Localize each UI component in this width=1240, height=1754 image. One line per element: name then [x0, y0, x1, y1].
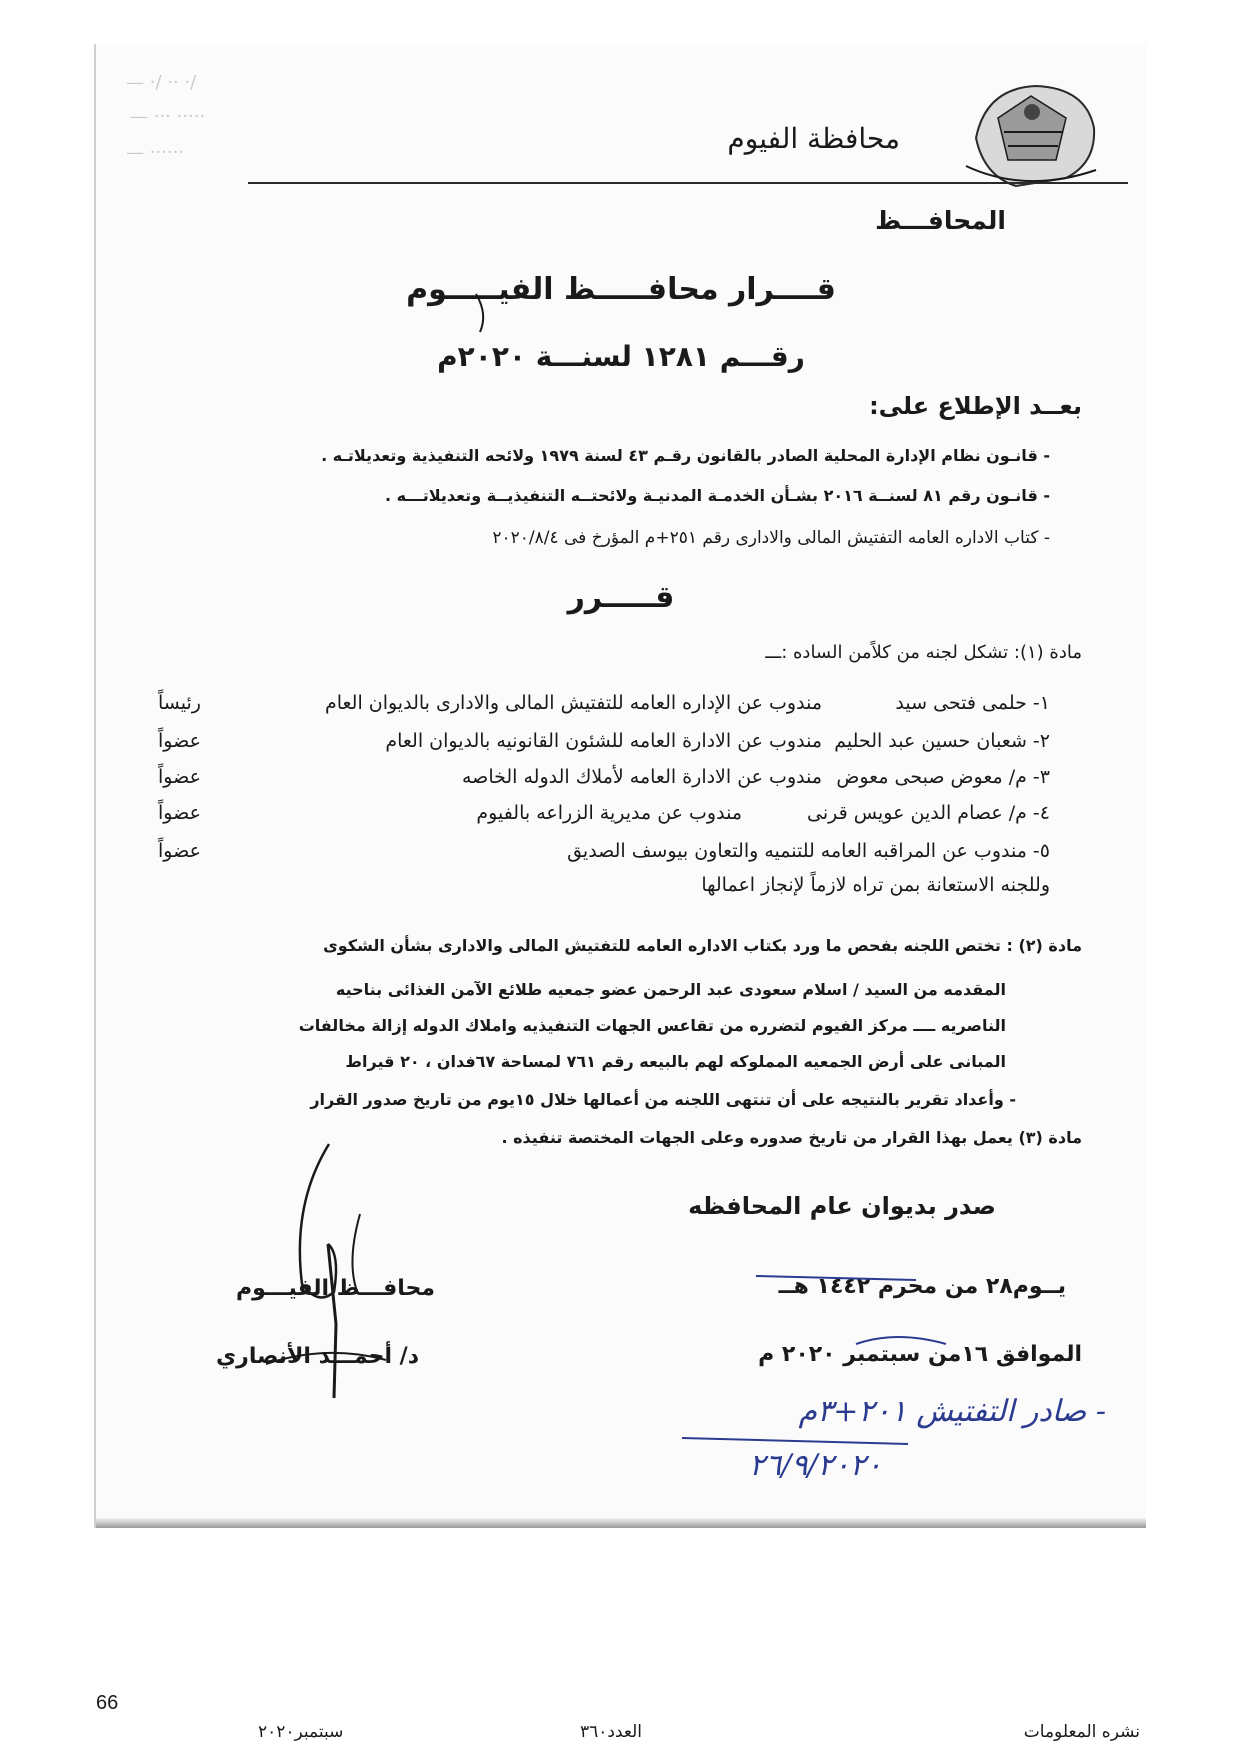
member-name: ٢- شعبان حسين عبد الحليم: [834, 730, 1050, 752]
header-divider: [248, 182, 1128, 184]
scanned-decree-page: [94, 44, 1146, 1528]
decision-number: رقـــم ١٢٨١ لسنـــة ٢٠٢٠م: [437, 340, 805, 373]
article-2-line: - وأعداد تقرير بالنتيجه على أن تنتهى اللجنه من أعمالها خلال ١٥يوم من تاريخ صدور القرار: [310, 1090, 1016, 1109]
handwritten-date: ٢٦/٩/٢٠٢٠: [748, 1448, 882, 1483]
member-position: عضواً: [158, 840, 201, 862]
member-position: عضواً: [158, 766, 201, 788]
member-position: عضواً: [158, 802, 201, 824]
issued-at: صدر بديوان عام المحافظه: [688, 1192, 996, 1220]
footer-issue: العدد٣٦٠: [580, 1722, 643, 1742]
article-1-intro: مادة (١): تشكل لجنه من كلاًمن الساده :ـــ: [765, 642, 1082, 663]
member-name: ٣- م/ معوض صبحى معوض: [836, 766, 1050, 788]
article-2-line: الناصريه ــــ مركز الفيوم لتضرره من تقاعس الجهات التنفيذيه واملاك الدوله إزالة مخالفات: [298, 1016, 1006, 1035]
footer-publication: نشره المعلومات: [1023, 1722, 1140, 1742]
governor-heading: المحافـــظ: [875, 206, 1006, 235]
preamble-item: - كتاب الاداره العامه التفتيش المالى والادارى رقم ٢٥١+م المؤرخ فى ٢٠٢٠/٨/٤: [492, 528, 1050, 548]
date-gregorian: الموافق ١٦من سبتمبر ٢٠٢٠ م: [758, 1342, 1082, 1367]
signature-icon: [300, 1144, 336, 1297]
signature-title: محافـــظ الفيـــوم: [236, 1276, 436, 1301]
preamble-item: - قانـون رقم ٨١ لسنــة ٢٠١٦ بشـأن الخدمـة المدنيـة ولائحتــه التنفيذيــة وتعديلاتـــه .: [384, 486, 1050, 505]
member-role: مندوب عن الادارة العامه للشئون القانونيه بالديوان العام: [385, 730, 822, 752]
signature-name: د/ أحمـــد الأنصاري: [216, 1344, 420, 1369]
member-position: عضواً: [158, 730, 201, 752]
decided-heading: قـــــرر: [567, 580, 675, 615]
member-role: مندوب عن الادارة العامه لأملاك الدوله الخاصه: [462, 766, 822, 788]
member-role: مندوب عن الإداره العامه للتفتيش المالى والادارى بالديوان العام: [324, 692, 822, 714]
article-3: مادة (٣) يعمل بهذا القرار من تاريخ صدوره وعلى الجهات المختصة تنفيذه .: [501, 1128, 1082, 1147]
page-number: 66: [96, 1692, 119, 1714]
date-hijri: يــوم٢٨ من محرم ١٤٤٢ هــ: [778, 1274, 1066, 1299]
article-2-line: المبانى على أرض الجمعيه المملوكه لهم بالبيعه رقم ٧٦١ لمساحة ٦٧فدان ، ٢٠ قيراط: [345, 1052, 1006, 1071]
member-role: مندوب عن مديرية الزراعه بالفيوم: [476, 802, 742, 824]
committee-note: وللجنه الاستعانة بمن تراه لازماً لإنجاز اعمالها: [701, 874, 1050, 896]
member-position: رئيساً: [158, 692, 201, 714]
faint-marks: — ······: [126, 142, 185, 163]
article-2-line: مادة (٢) : تختص اللجنه بفحص ما ورد بكتاب الاداره العامه للتفتيش المالى والادارى بشأن الشكوى: [323, 936, 1082, 955]
after-review-heading: بعــد الإطلاع على:: [869, 392, 1082, 420]
member-name: ٥- مندوب عن المراقبه العامه للتنميه والتعاون بيوسف الصديق: [567, 840, 1050, 862]
article-2-line: المقدمه من السيد / اسلام سعودى عبد الرحمن عضو جمعيه طلائع الآمن الغذائى بناحيه: [335, 980, 1006, 999]
preamble-item: - قانـون نظام الإدارة المحلية الصادر بالقانون رقـم ٤٣ لسنة ١٩٧٩ ولائحه التنفيذية وتعديلاتـه .: [321, 446, 1050, 465]
footer-month: سبتمبر٢٠٢٠: [258, 1722, 344, 1742]
handwritten-note: - صادر التفتيش ٢٠١+٣م: [798, 1394, 1106, 1429]
member-name: ٤- م/ عصام الدين عويس قرنى: [807, 802, 1050, 824]
governorate-logo-icon: [956, 68, 1106, 198]
faint-marks: — ·/ ·· ·/: [126, 72, 197, 93]
member-name: ١- حلمى فتحى سيد: [895, 692, 1050, 714]
decision-title: قــــرار محافـــــظ الفيـــــوم: [406, 272, 836, 307]
faint-marks: — ··· ·····: [130, 106, 206, 127]
governorate-name: محافظة الفيوم: [727, 122, 900, 155]
